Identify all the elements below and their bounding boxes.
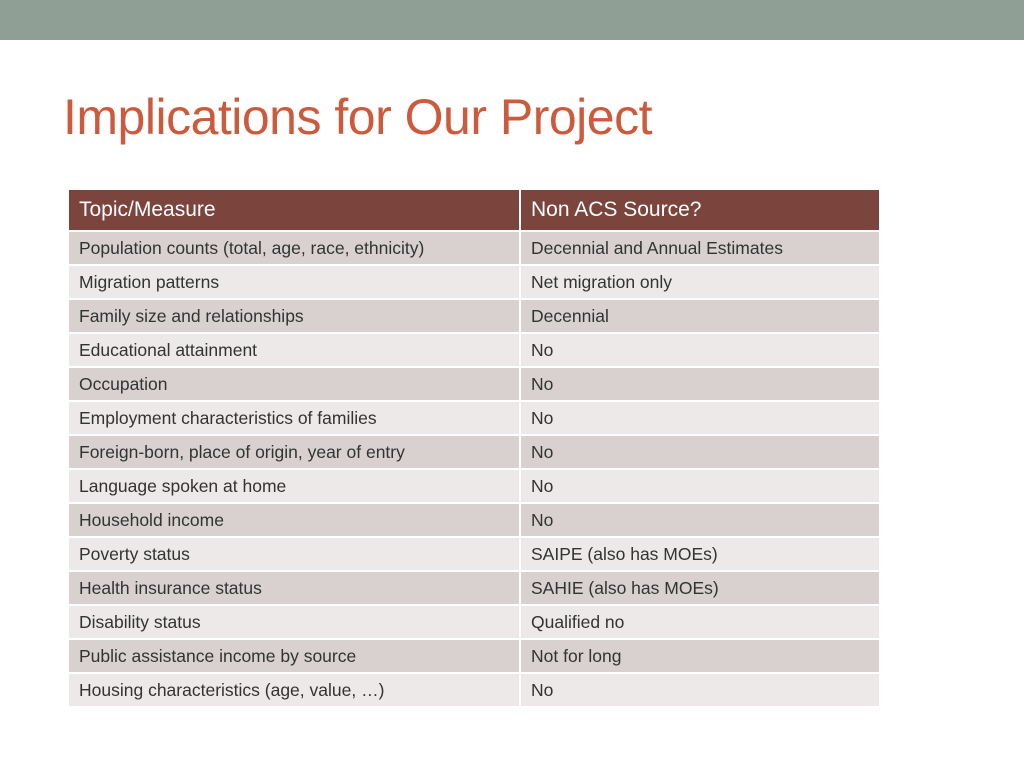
- table-row: [69, 367, 879, 401]
- table-row: [69, 605, 879, 639]
- header-topic-measure: Topic/Measure: [69, 190, 520, 231]
- top-accent-bar: [0, 0, 1024, 40]
- source-cell: No: [520, 469, 879, 503]
- table-row: [69, 333, 879, 367]
- table-header: [69, 190, 879, 231]
- source-cell: Not for long: [520, 639, 879, 673]
- topic-cell: Population counts (total, age, race, ethnicity): [69, 231, 520, 265]
- source-cell: SAHIE (also has MOEs): [520, 571, 879, 605]
- topic-cell: Household income: [69, 503, 520, 537]
- table-row: [69, 231, 879, 265]
- data-table: [69, 190, 879, 708]
- source-cell: No: [520, 367, 879, 401]
- topic-cell: Employment characteristics of families: [69, 401, 520, 435]
- topic-cell: Health insurance status: [69, 571, 520, 605]
- table-row: [69, 265, 879, 299]
- source-cell: Decennial: [520, 299, 879, 333]
- topic-cell: Language spoken at home: [69, 469, 520, 503]
- table-row: [69, 299, 879, 333]
- source-cell: No: [520, 401, 879, 435]
- table-row: [69, 435, 879, 469]
- topic-cell: Public assistance income by source: [69, 639, 520, 673]
- source-cell: No: [520, 503, 879, 537]
- source-cell: Qualified no: [520, 605, 879, 639]
- table-row: [69, 537, 879, 571]
- topic-cell: Poverty status: [69, 537, 520, 571]
- table-row: [69, 571, 879, 605]
- table-row: [69, 401, 879, 435]
- table-row: [69, 469, 879, 503]
- topic-cell: Foreign-born, place of origin, year of entry: [69, 435, 520, 469]
- header-row: [69, 190, 879, 231]
- source-cell: No: [520, 333, 879, 367]
- topic-cell: Family size and relationships: [69, 299, 520, 333]
- topic-cell: Migration patterns: [69, 265, 520, 299]
- topic-cell: Disability status: [69, 605, 520, 639]
- source-cell: Net migration only: [520, 265, 879, 299]
- table-row: [69, 639, 879, 673]
- table-row: [69, 503, 879, 537]
- table-body: [69, 231, 879, 707]
- topic-cell: Educational attainment: [69, 333, 520, 367]
- source-cell: SAIPE (also has MOEs): [520, 537, 879, 571]
- source-cell: Decennial and Annual Estimates: [520, 231, 879, 265]
- slide-title: Implications for Our Project: [63, 89, 652, 145]
- header-non-acs-source: Non ACS Source?: [520, 190, 879, 231]
- source-cell: No: [520, 673, 879, 707]
- source-cell: No: [520, 435, 879, 469]
- table-row: [69, 673, 879, 707]
- topic-cell: Occupation: [69, 367, 520, 401]
- topic-cell: Housing characteristics (age, value, …): [69, 673, 520, 707]
